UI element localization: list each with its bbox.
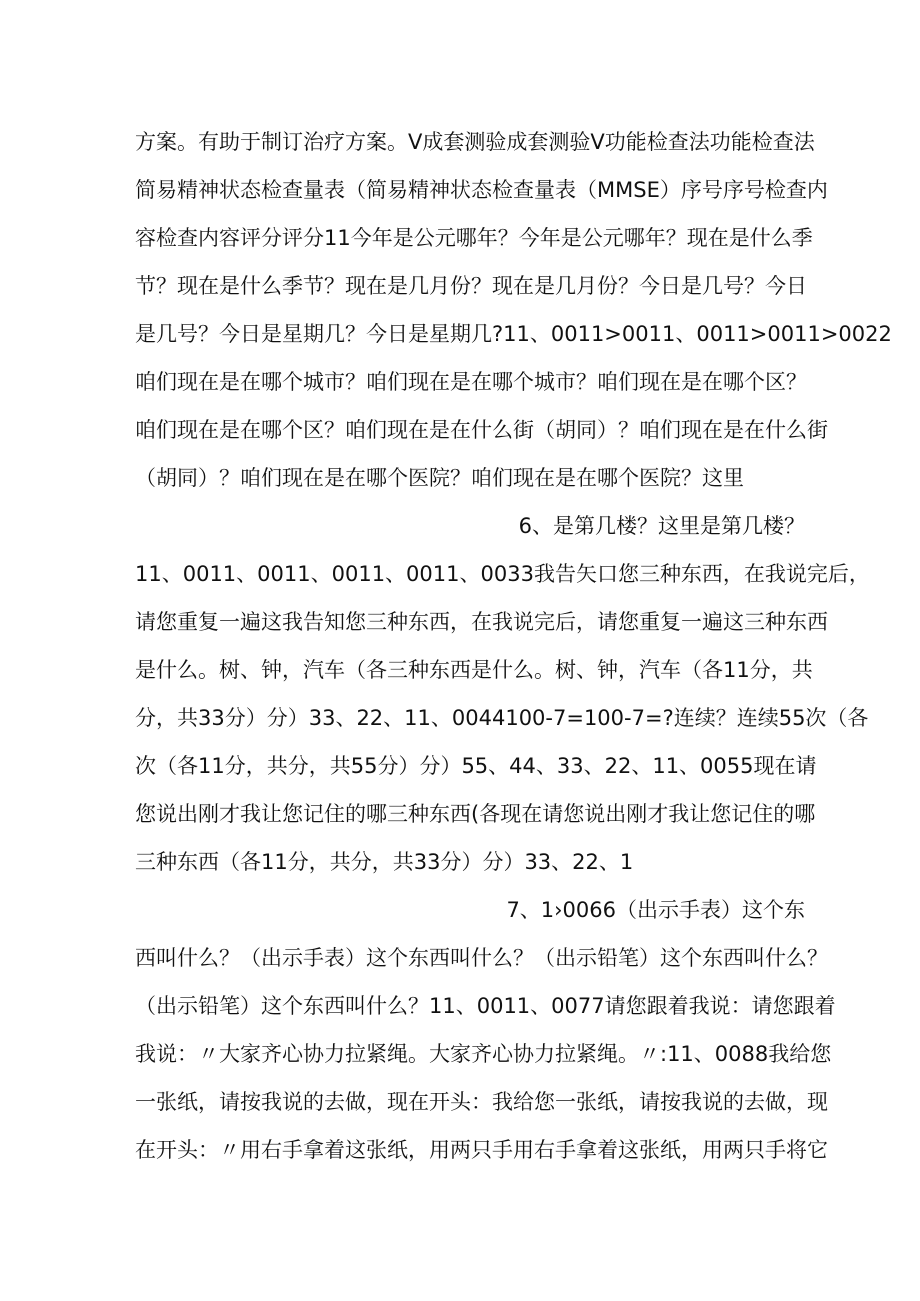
- text-line: 是什么。树、钟，汽车（各三种东西是什么。树、钟，汽车（各11分，共: [135, 658, 813, 682]
- text-line: （出示铅笔）这个东西叫什么？11、0011、0077请您跟着我说：请您跟着: [135, 994, 836, 1018]
- text-line: 您说出刚才我让您记住的哪三种东西(各现在请您说出刚才我让您记住的哪: [135, 802, 816, 826]
- text-line: 咱们现在是在哪个城市？咱们现在是在哪个城市？咱们现在是在哪个区？: [135, 370, 807, 394]
- text-line: 节？现在是什么季节？现在是几月份？现在是几月份？今日是几号？今日: [135, 274, 807, 298]
- text-line: 次（各11分，共分，共55分）分）55、44、33、22、11、0055现在请: [135, 754, 817, 778]
- text-line: 三种东西（各11分，共分，共33分）分）33、22、1: [135, 850, 634, 874]
- text-line: 请您重复一遍这我告知您三种东西，在我说完后，请您重复一遍这三种东西: [135, 610, 828, 634]
- section-lead-6: 6、是第几楼？这里是第几楼？: [518, 514, 805, 538]
- text-line: （胡同）？咱们现在是在哪个医院？咱们现在是在哪个医院？这里: [135, 466, 744, 490]
- text-line: 我说：〃大家齐心协力拉紧绳。大家齐心协力拉紧绳。〃:11、0088我给您: [135, 1042, 832, 1066]
- text-line: 方案。有助于制订治疗方案。V成套测验成套测验V功能检查法功能检查法: [135, 130, 815, 154]
- text-line: 11、0011、0011、0011、0011、0033我告矢口您三种东西，在我说完后，: [135, 562, 870, 586]
- text-line: 容检查内容评分评分11今年是公元哪年？今年是公元哪年？现在是什么季: [135, 226, 813, 250]
- section-lead-7: 7、1›0066（出示手表）这个东: [506, 898, 805, 922]
- text-line: 在开头：〃用右手拿着这张纸，用两只手用右手拿着这张纸，用两只手将它: [135, 1138, 828, 1162]
- text-line: 西叫什么？（出示手表）这个东西叫什么？（出示铅笔）这个东西叫什么？: [135, 946, 828, 970]
- document-body: [135, 118, 892, 1174]
- text-line: 简易精神状态检查量表（简易精神状态检查量表（MMSE）序号序号检查内: [135, 178, 828, 202]
- text-line: 一张纸，请按我说的去做，现在开头：我给您一张纸，请按我说的去做，现: [135, 1090, 828, 1114]
- text-line: 是几号？今日是星期几？今日是星期几?11、0011>0011、0011>0011>0022: [135, 322, 892, 346]
- text-line: 咱们现在是在哪个区？咱们现在是在什么街（胡同）？咱们现在是在什么街: [135, 418, 828, 442]
- text-line: 分，共33分）分）33、22、11、0044100-7=100-7=?连续？连续55次（各: [135, 706, 869, 730]
